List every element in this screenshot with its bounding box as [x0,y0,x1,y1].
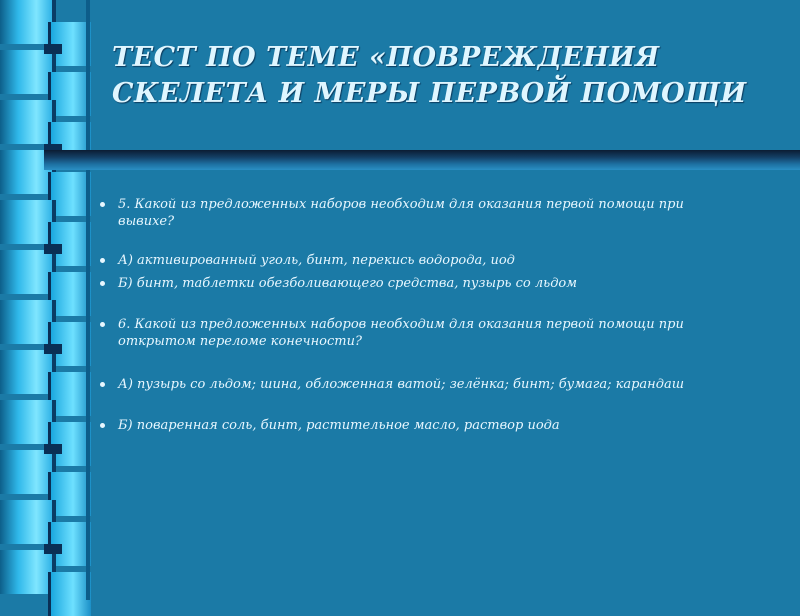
border-notch [44,544,62,554]
border-notch [44,444,62,454]
answer-6a: А) пузырь со льдом; шина, обложенная ватой; зелёнка; бинт; бумага; карандаш [118,377,685,392]
border-tile [48,572,91,616]
title-divider [44,150,800,170]
bullet-icon [100,281,105,286]
question-list [100,196,700,434]
answer-6b: Б) поваренная соль, бинт, растительное масло, раствор иода [118,418,560,433]
title-line-2: СКЕЛЕТА И МЕРЫ ПЕРВОЙ ПОМОЩИ [112,78,747,109]
border-edge [86,0,90,600]
list-item [100,376,700,393]
bullet-icon [100,258,105,263]
list-item [100,417,700,434]
question-6: 6. Какой из предложенных наборов необходим для оказания первой помощи при открытом переломе конечности? [118,317,684,349]
bullet-icon [100,423,105,428]
border-notch [44,244,62,254]
list-item [100,316,700,350]
bullet-icon [100,322,105,327]
answer-5b: Б) бинт, таблетки обезболивающего средства, пузырь со льдом [118,276,578,291]
list-item [100,275,700,292]
border-notch [44,344,62,354]
question-5: 5. Какой из предложенных наборов необходим для оказания первой помощи при вывихе? [118,197,684,229]
border-notch [44,44,62,54]
list-item [100,252,700,269]
decorative-left-border [0,0,90,600]
bullet-icon [100,382,105,387]
bullet-icon [100,202,105,207]
answer-5a: А) активированный уголь, бинт, перекись водорода, иод [118,253,515,268]
title-line-1: ТЕСТ ПО ТЕМЕ «ПОВРЕЖДЕНИЯ [112,42,660,73]
slide-title [112,40,772,112]
list-item [100,196,700,230]
